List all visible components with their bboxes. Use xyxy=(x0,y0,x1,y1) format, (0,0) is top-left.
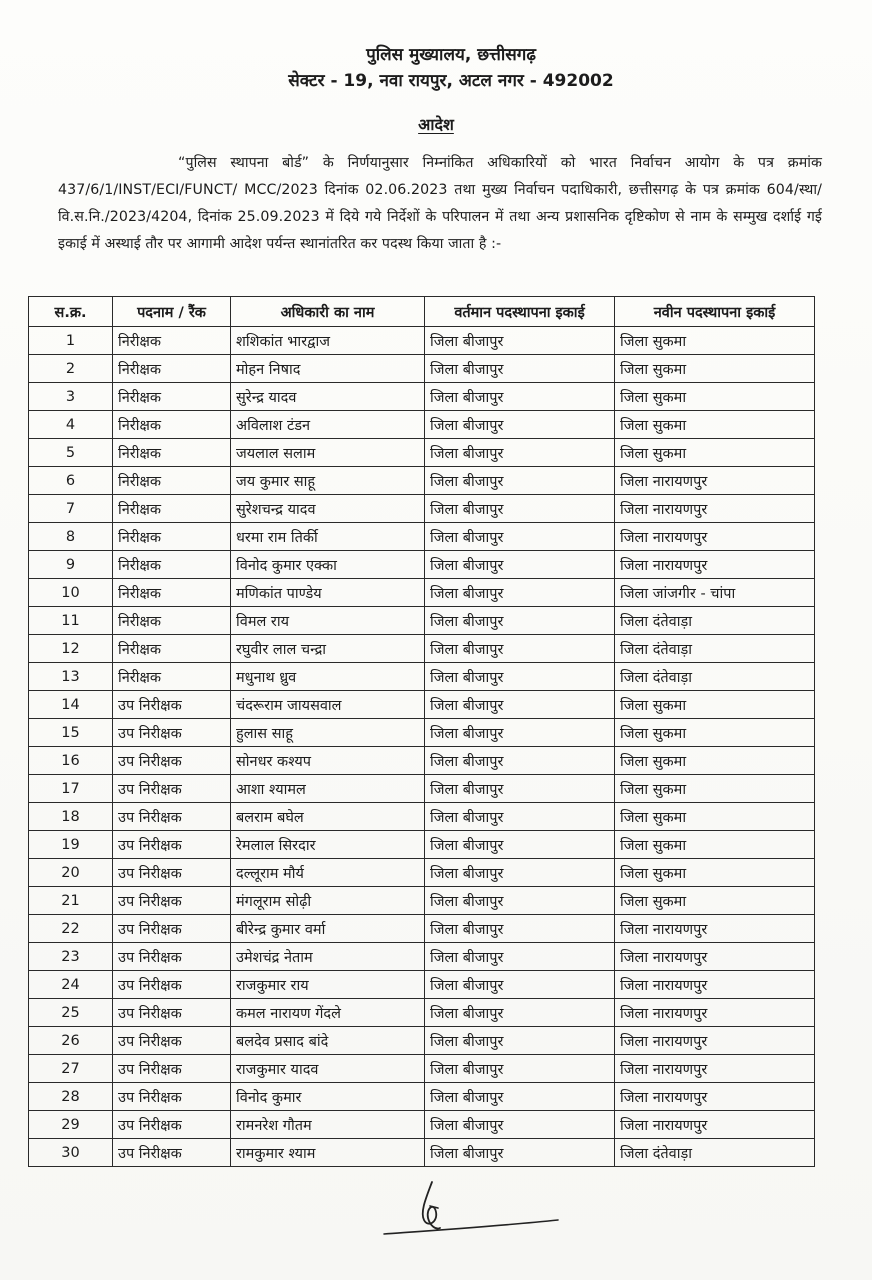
cell-serial-no: 30 xyxy=(29,1139,113,1167)
cell-officer-name: आशा श्यामल xyxy=(231,775,425,803)
signature xyxy=(380,1172,580,1242)
cell-serial-no: 5 xyxy=(29,439,113,467)
cell-officer-name: जय कुमार साहू xyxy=(231,467,425,495)
cell-serial-no: 27 xyxy=(29,1055,113,1083)
cell-serial-no: 20 xyxy=(29,859,113,887)
cell-officer-name: विनोद कुमार xyxy=(231,1083,425,1111)
cell-new-posting: जिला सुकमा xyxy=(615,887,815,915)
cell-rank: निरीक्षक xyxy=(113,355,231,383)
cell-new-posting: जिला सुकमा xyxy=(615,383,815,411)
cell-serial-no: 17 xyxy=(29,775,113,803)
cell-new-posting: जिला नारायणपुर xyxy=(615,943,815,971)
cell-rank: निरीक्षक xyxy=(113,327,231,355)
cell-officer-name: राजकुमार यादव xyxy=(231,1055,425,1083)
cell-new-posting: जिला सुकमा xyxy=(615,327,815,355)
cell-current-posting: जिला बीजापुर xyxy=(425,719,615,747)
cell-serial-no: 24 xyxy=(29,971,113,999)
cell-current-posting: जिला बीजापुर xyxy=(425,1139,615,1167)
cell-serial-no: 2 xyxy=(29,355,113,383)
cell-new-posting: जिला दंतेवाड़ा xyxy=(615,663,815,691)
cell-new-posting: जिला सुकमा xyxy=(615,411,815,439)
table-row xyxy=(29,999,815,1027)
cell-rank: निरीक्षक xyxy=(113,467,231,495)
cell-current-posting: जिला बीजापुर xyxy=(425,439,615,467)
cell-new-posting: जिला सुकमा xyxy=(615,803,815,831)
table-row xyxy=(29,411,815,439)
cell-serial-no: 13 xyxy=(29,663,113,691)
cell-serial-no: 28 xyxy=(29,1083,113,1111)
order-title-text: आदेश xyxy=(418,115,454,134)
cell-current-posting: जिला बीजापुर xyxy=(425,691,615,719)
cell-officer-name: उमेशचंद्र नेताम xyxy=(231,943,425,971)
cell-current-posting: जिला बीजापुर xyxy=(425,411,615,439)
cell-new-posting: जिला सुकमा xyxy=(615,691,815,719)
table-row xyxy=(29,1083,815,1111)
cell-serial-no: 4 xyxy=(29,411,113,439)
cell-serial-no: 9 xyxy=(29,551,113,579)
cell-rank: उप निरीक्षक xyxy=(113,831,231,859)
table-row xyxy=(29,579,815,607)
table-row xyxy=(29,859,815,887)
cell-officer-name: बलदेव प्रसाद बांदे xyxy=(231,1027,425,1055)
cell-serial-no: 29 xyxy=(29,1111,113,1139)
cell-rank: उप निरीक्षक xyxy=(113,1055,231,1083)
cell-officer-name: रामनरेश गौतम xyxy=(231,1111,425,1139)
cell-officer-name: विनोद कुमार एक्का xyxy=(231,551,425,579)
table-row xyxy=(29,691,815,719)
cell-rank: उप निरीक्षक xyxy=(113,1111,231,1139)
cell-rank: निरीक्षक xyxy=(113,607,231,635)
table-row xyxy=(29,523,815,551)
table-row xyxy=(29,635,815,663)
table-row xyxy=(29,551,815,579)
cell-new-posting: जिला नारायणपुर xyxy=(615,1111,815,1139)
cell-rank: उप निरीक्षक xyxy=(113,719,231,747)
cell-current-posting: जिला बीजापुर xyxy=(425,495,615,523)
cell-current-posting: जिला बीजापुर xyxy=(425,1083,615,1111)
cell-current-posting: जिला बीजापुर xyxy=(425,635,615,663)
cell-rank: उप निरीक्षक xyxy=(113,775,231,803)
cell-serial-no: 25 xyxy=(29,999,113,1027)
cell-new-posting: जिला नारायणपुर xyxy=(615,971,815,999)
cell-new-posting: जिला सुकमा xyxy=(615,439,815,467)
cell-rank: निरीक्षक xyxy=(113,635,231,663)
cell-officer-name: मंगलूराम सोढ़ी xyxy=(231,887,425,915)
cell-rank: निरीक्षक xyxy=(113,495,231,523)
cell-new-posting: जिला नारायणपुर xyxy=(615,1055,815,1083)
cell-current-posting: जिला बीजापुर xyxy=(425,551,615,579)
cell-officer-name: मोहन निषाद xyxy=(231,355,425,383)
cell-officer-name: रामकुमार श्याम xyxy=(231,1139,425,1167)
cell-serial-no: 19 xyxy=(29,831,113,859)
cell-officer-name: जयलाल सलाम xyxy=(231,439,425,467)
cell-rank: उप निरीक्षक xyxy=(113,971,231,999)
cell-officer-name: विमल राय xyxy=(231,607,425,635)
cell-rank: निरीक्षक xyxy=(113,523,231,551)
cell-current-posting: जिला बीजापुर xyxy=(425,383,615,411)
cell-new-posting: जिला सुकमा xyxy=(615,831,815,859)
cell-current-posting: जिला बीजापुर xyxy=(425,523,615,551)
cell-current-posting: जिला बीजापुर xyxy=(425,831,615,859)
cell-current-posting: जिला बीजापुर xyxy=(425,1055,615,1083)
cell-serial-no: 11 xyxy=(29,607,113,635)
cell-current-posting: जिला बीजापुर xyxy=(425,859,615,887)
cell-officer-name: सोनधर कश्यप xyxy=(231,747,425,775)
cell-new-posting: जिला नारायणपुर xyxy=(615,495,815,523)
cell-serial-no: 22 xyxy=(29,915,113,943)
cell-serial-no: 12 xyxy=(29,635,113,663)
table-row xyxy=(29,803,815,831)
cell-officer-name: धरमा राम तिर्की xyxy=(231,523,425,551)
cell-serial-no: 16 xyxy=(29,747,113,775)
cell-current-posting: जिला बीजापुर xyxy=(425,803,615,831)
cell-rank: निरीक्षक xyxy=(113,439,231,467)
header-rank: पदनाम / रैंक xyxy=(113,297,231,327)
cell-current-posting: जिला बीजापुर xyxy=(425,467,615,495)
table-row xyxy=(29,355,815,383)
cell-rank: उप निरीक्षक xyxy=(113,1027,231,1055)
cell-serial-no: 26 xyxy=(29,1027,113,1055)
cell-officer-name: मणिकांत पाण्डेय xyxy=(231,579,425,607)
cell-serial-no: 1 xyxy=(29,327,113,355)
cell-officer-name: कमल नारायण गेंदले xyxy=(231,999,425,1027)
cell-new-posting: जिला दंतेवाड़ा xyxy=(615,635,815,663)
table-body xyxy=(29,327,815,1167)
table-row xyxy=(29,327,815,355)
cell-officer-name: बीरेन्द्र कुमार वर्मा xyxy=(231,915,425,943)
cell-rank: उप निरीक्षक xyxy=(113,859,231,887)
cell-new-posting: जिला नारायणपुर xyxy=(615,999,815,1027)
header-office-name: पुलिस मुख्यालय, छत्तीसगढ़ xyxy=(366,45,536,65)
cell-new-posting: जिला नारायणपुर xyxy=(615,1083,815,1111)
cell-rank: उप निरीक्षक xyxy=(113,803,231,831)
cell-serial-no: 7 xyxy=(29,495,113,523)
transfer-table xyxy=(28,296,815,1167)
table-row xyxy=(29,971,815,999)
cell-serial-no: 21 xyxy=(29,887,113,915)
cell-rank: उप निरीक्षक xyxy=(113,999,231,1027)
table-row xyxy=(29,719,815,747)
header-serial-no: स.क्र. xyxy=(29,297,113,327)
cell-rank: निरीक्षक xyxy=(113,579,231,607)
cell-current-posting: जिला बीजापुर xyxy=(425,971,615,999)
cell-officer-name: मधुनाथ ध्रुव xyxy=(231,663,425,691)
cell-current-posting: जिला बीजापुर xyxy=(425,1111,615,1139)
order-body-paragraph: “पुलिस स्थापना बोर्ड” के निर्णयानुसार निम्नांकित अधिकारियों को भारत निर्वाचन आयोग के पत्र क्रमांक 437/6/1/INST/ECI/FUNCT/ MCC/2023 दिनांक 02.06.2023 तथा मुख्य निर्वाचन पदाधिकारी, छत्तीसगढ़ के पत्र क्रमांक 604/स्था/वि.स.नि./2023/4204, दिनांक 25.09.2023 में दिये गये निर्देशों के परिपालन में तथा अन्य प्रशासनिक दृष्टिकोण से नाम के सम्मुख दर्शाई गई इकाई में अस्थाई तौर पर आगामी आदेश पर्यन्त स्थानांतरित कर पदस्थ किया जाता है :- xyxy=(58,155,822,252)
cell-new-posting: जिला नारायणपुर xyxy=(615,551,815,579)
cell-officer-name: बलराम बघेल xyxy=(231,803,425,831)
table-row xyxy=(29,607,815,635)
cell-current-posting: जिला बीजापुर xyxy=(425,663,615,691)
cell-rank: निरीक्षक xyxy=(113,383,231,411)
table-row xyxy=(29,831,815,859)
header-current-posting: वर्तमान पदस्थापना इकाई xyxy=(425,297,615,327)
table-row xyxy=(29,915,815,943)
cell-rank: उप निरीक्षक xyxy=(113,1083,231,1111)
table-row xyxy=(29,663,815,691)
cell-rank: उप निरीक्षक xyxy=(113,691,231,719)
cell-officer-name: हुलास साहू xyxy=(231,719,425,747)
cell-current-posting: जिला बीजापुर xyxy=(425,579,615,607)
header-address: सेक्टर - 19, नवा रायपुर, अटल नगर - 492002 xyxy=(288,71,614,91)
cell-current-posting: जिला बीजापुर xyxy=(425,355,615,383)
cell-rank: उप निरीक्षक xyxy=(113,943,231,971)
table-row xyxy=(29,383,815,411)
cell-current-posting: जिला बीजापुर xyxy=(425,327,615,355)
cell-officer-name: रघुवीर लाल चन्द्रा xyxy=(231,635,425,663)
table-row xyxy=(29,495,815,523)
cell-officer-name: सुरेन्द्र यादव xyxy=(231,383,425,411)
cell-current-posting: जिला बीजापुर xyxy=(425,775,615,803)
cell-officer-name: राजकुमार राय xyxy=(231,971,425,999)
cell-serial-no: 23 xyxy=(29,943,113,971)
header-officer-name: अधिकारी का नाम xyxy=(231,297,425,327)
table-row xyxy=(29,1139,815,1167)
cell-officer-name: सुरेशचन्द्र यादव xyxy=(231,495,425,523)
cell-new-posting: जिला नारायणपुर xyxy=(615,467,815,495)
cell-new-posting: जिला सुकमा xyxy=(615,775,815,803)
cell-current-posting: जिला बीजापुर xyxy=(425,999,615,1027)
cell-current-posting: जिला बीजापुर xyxy=(425,747,615,775)
cell-current-posting: जिला बीजापुर xyxy=(425,607,615,635)
cell-new-posting: जिला सुकमा xyxy=(615,859,815,887)
cell-current-posting: जिला बीजापुर xyxy=(425,887,615,915)
cell-serial-no: 8 xyxy=(29,523,113,551)
table-row xyxy=(29,1055,815,1083)
cell-rank: निरीक्षक xyxy=(113,551,231,579)
cell-new-posting: जिला सुकमा xyxy=(615,747,815,775)
table-row xyxy=(29,775,815,803)
cell-serial-no: 10 xyxy=(29,579,113,607)
cell-serial-no: 14 xyxy=(29,691,113,719)
cell-new-posting: जिला नारायणपुर xyxy=(615,523,815,551)
cell-officer-name: दल्लूराम मौर्य xyxy=(231,859,425,887)
cell-new-posting: जिला सुकमा xyxy=(615,355,815,383)
cell-rank: उप निरीक्षक xyxy=(113,1139,231,1167)
cell-new-posting: जिला नारायणपुर xyxy=(615,1027,815,1055)
cell-officer-name: रेमलाल सिरदार xyxy=(231,831,425,859)
table-row xyxy=(29,439,815,467)
cell-rank: निरीक्षक xyxy=(113,663,231,691)
cell-new-posting: जिला सुकमा xyxy=(615,719,815,747)
cell-new-posting: जिला जांजगीर - चांपा xyxy=(615,579,815,607)
cell-current-posting: जिला बीजापुर xyxy=(425,943,615,971)
cell-officer-name: शशिकांत भारद्वाज xyxy=(231,327,425,355)
header-new-posting: नवीन पदस्थापना इकाई xyxy=(615,297,815,327)
table-header-row xyxy=(29,297,815,327)
cell-serial-no: 6 xyxy=(29,467,113,495)
table-row xyxy=(29,1027,815,1055)
table-row xyxy=(29,887,815,915)
order-title xyxy=(0,114,872,136)
table-row xyxy=(29,467,815,495)
cell-new-posting: जिला दंतेवाड़ा xyxy=(615,1139,815,1167)
cell-new-posting: जिला नारायणपुर xyxy=(615,915,815,943)
cell-new-posting: जिला दंतेवाड़ा xyxy=(615,607,815,635)
table-row xyxy=(29,943,815,971)
cell-current-posting: जिला बीजापुर xyxy=(425,915,615,943)
cell-officer-name: चंदरूराम जायसवाल xyxy=(231,691,425,719)
cell-rank: उप निरीक्षक xyxy=(113,915,231,943)
cell-rank: निरीक्षक xyxy=(113,411,231,439)
cell-serial-no: 18 xyxy=(29,803,113,831)
cell-serial-no: 3 xyxy=(29,383,113,411)
cell-officer-name: अविलाश टंडन xyxy=(231,411,425,439)
cell-current-posting: जिला बीजापुर xyxy=(425,1027,615,1055)
table-row xyxy=(29,1111,815,1139)
cell-rank: उप निरीक्षक xyxy=(113,747,231,775)
cell-serial-no: 15 xyxy=(29,719,113,747)
table-row xyxy=(29,747,815,775)
cell-rank: उप निरीक्षक xyxy=(113,887,231,915)
